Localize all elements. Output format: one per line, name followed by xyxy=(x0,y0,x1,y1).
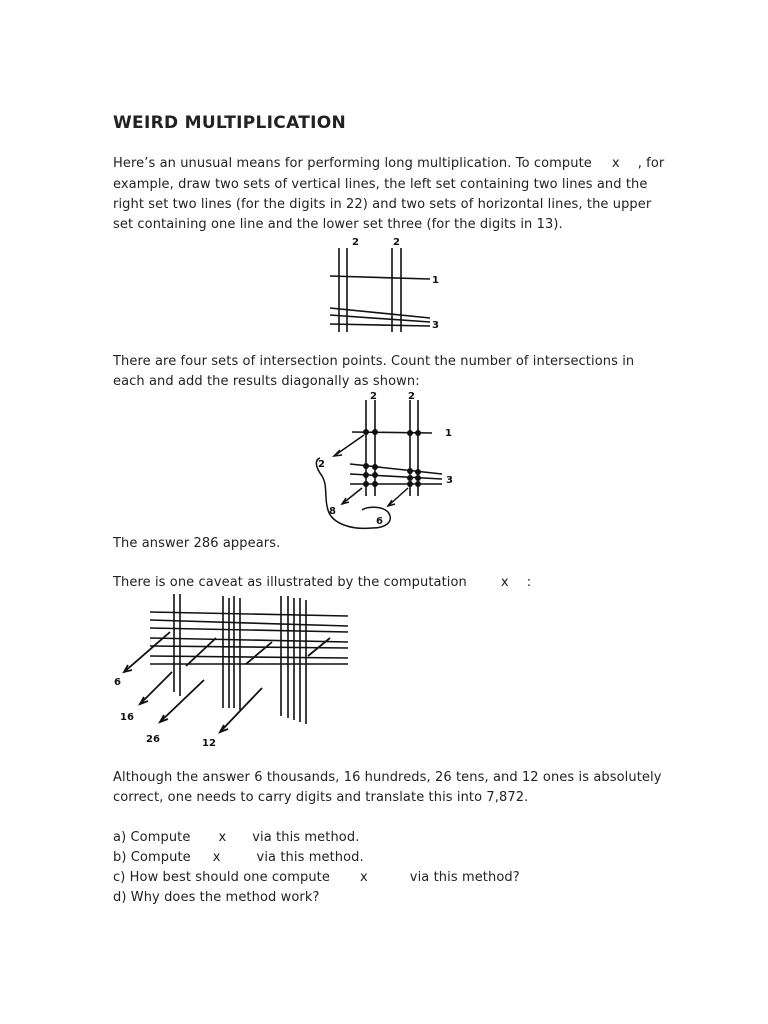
fig1-right-label-1: 1 xyxy=(432,275,439,286)
figure-caveat-grid xyxy=(112,592,352,752)
intro-line-1-end: , for xyxy=(637,156,665,171)
question-c-pre: c) How best should one compute xyxy=(113,870,330,885)
caveat-line xyxy=(113,573,531,593)
question-b-times-sign: x xyxy=(212,850,221,865)
fig2-result-2: 2 xyxy=(318,459,325,470)
fig2-right-label-1: 1 xyxy=(445,428,452,439)
intro-line-1 xyxy=(113,154,664,174)
para2-line-2: each and add the results diagonally as shown: xyxy=(113,374,420,389)
question-d: d) Why does the method work? xyxy=(113,890,320,905)
fig1-top-label-2: 2 xyxy=(393,237,400,248)
caveat-colon: : xyxy=(526,575,532,590)
fig2-top-label-2: 2 xyxy=(408,391,415,402)
question-c-post: via this method? xyxy=(409,870,520,885)
fig2-result-8: 8 xyxy=(329,506,336,517)
page-title: WEIRD MULTIPLICATION xyxy=(113,113,347,133)
question-a-pre: a) Compute xyxy=(113,830,191,845)
intro-line-4: set containing one line and the lower set three (for the digits in 13). xyxy=(113,217,563,232)
question-a-times-sign: x xyxy=(218,830,227,845)
fig3-result-12: 12 xyxy=(202,738,216,749)
fig2-result-6: 6 xyxy=(376,516,383,527)
fig1-top-label-1: 2 xyxy=(352,237,359,248)
intro-line-3: right set two lines (for the digits in 22) and two sets of horizontal lines, the upper xyxy=(113,197,652,212)
answer-line: The answer 286 appears. xyxy=(113,536,281,551)
question-a xyxy=(113,828,359,848)
question-c xyxy=(113,868,520,888)
caveat-text: There is one caveat as illustrated by the computation xyxy=(113,575,467,590)
question-b-post: via this method. xyxy=(256,850,364,865)
intro-line-2: example, draw two sets of vertical lines, the left set containing two lines and the xyxy=(113,177,648,192)
fig2-top-label-1: 2 xyxy=(370,391,377,402)
figure-intersections-diagonal xyxy=(312,388,462,538)
fig3-result-16: 16 xyxy=(120,712,134,723)
para4-line-1: Although the answer 6 thousands, 16 hundreds, 26 tens, and 12 ones is absolutely xyxy=(113,770,662,785)
intro-line-1-text: Here’s an unusual means for performing long multiplication. To compute xyxy=(113,156,592,171)
fig1-right-label-2: 3 xyxy=(432,320,439,331)
question-a-post: via this method. xyxy=(252,830,360,845)
fig3-result-26: 26 xyxy=(146,734,160,745)
para4-line-2: correct, one needs to carry digits and translate this into 7,872. xyxy=(113,790,529,805)
para2-line-1: There are four sets of intersection points. Count the number of intersections in xyxy=(113,354,635,369)
question-b xyxy=(113,848,364,868)
intro-times-sign: x xyxy=(611,156,620,171)
question-c-times-sign: x xyxy=(359,870,368,885)
fig3-result-6: 6 xyxy=(114,677,121,688)
question-b-pre: b) Compute xyxy=(113,850,191,865)
caveat-times-sign: x xyxy=(500,575,509,590)
figure-grid-22x13 xyxy=(325,234,445,334)
fig2-right-label-2: 3 xyxy=(446,475,453,486)
